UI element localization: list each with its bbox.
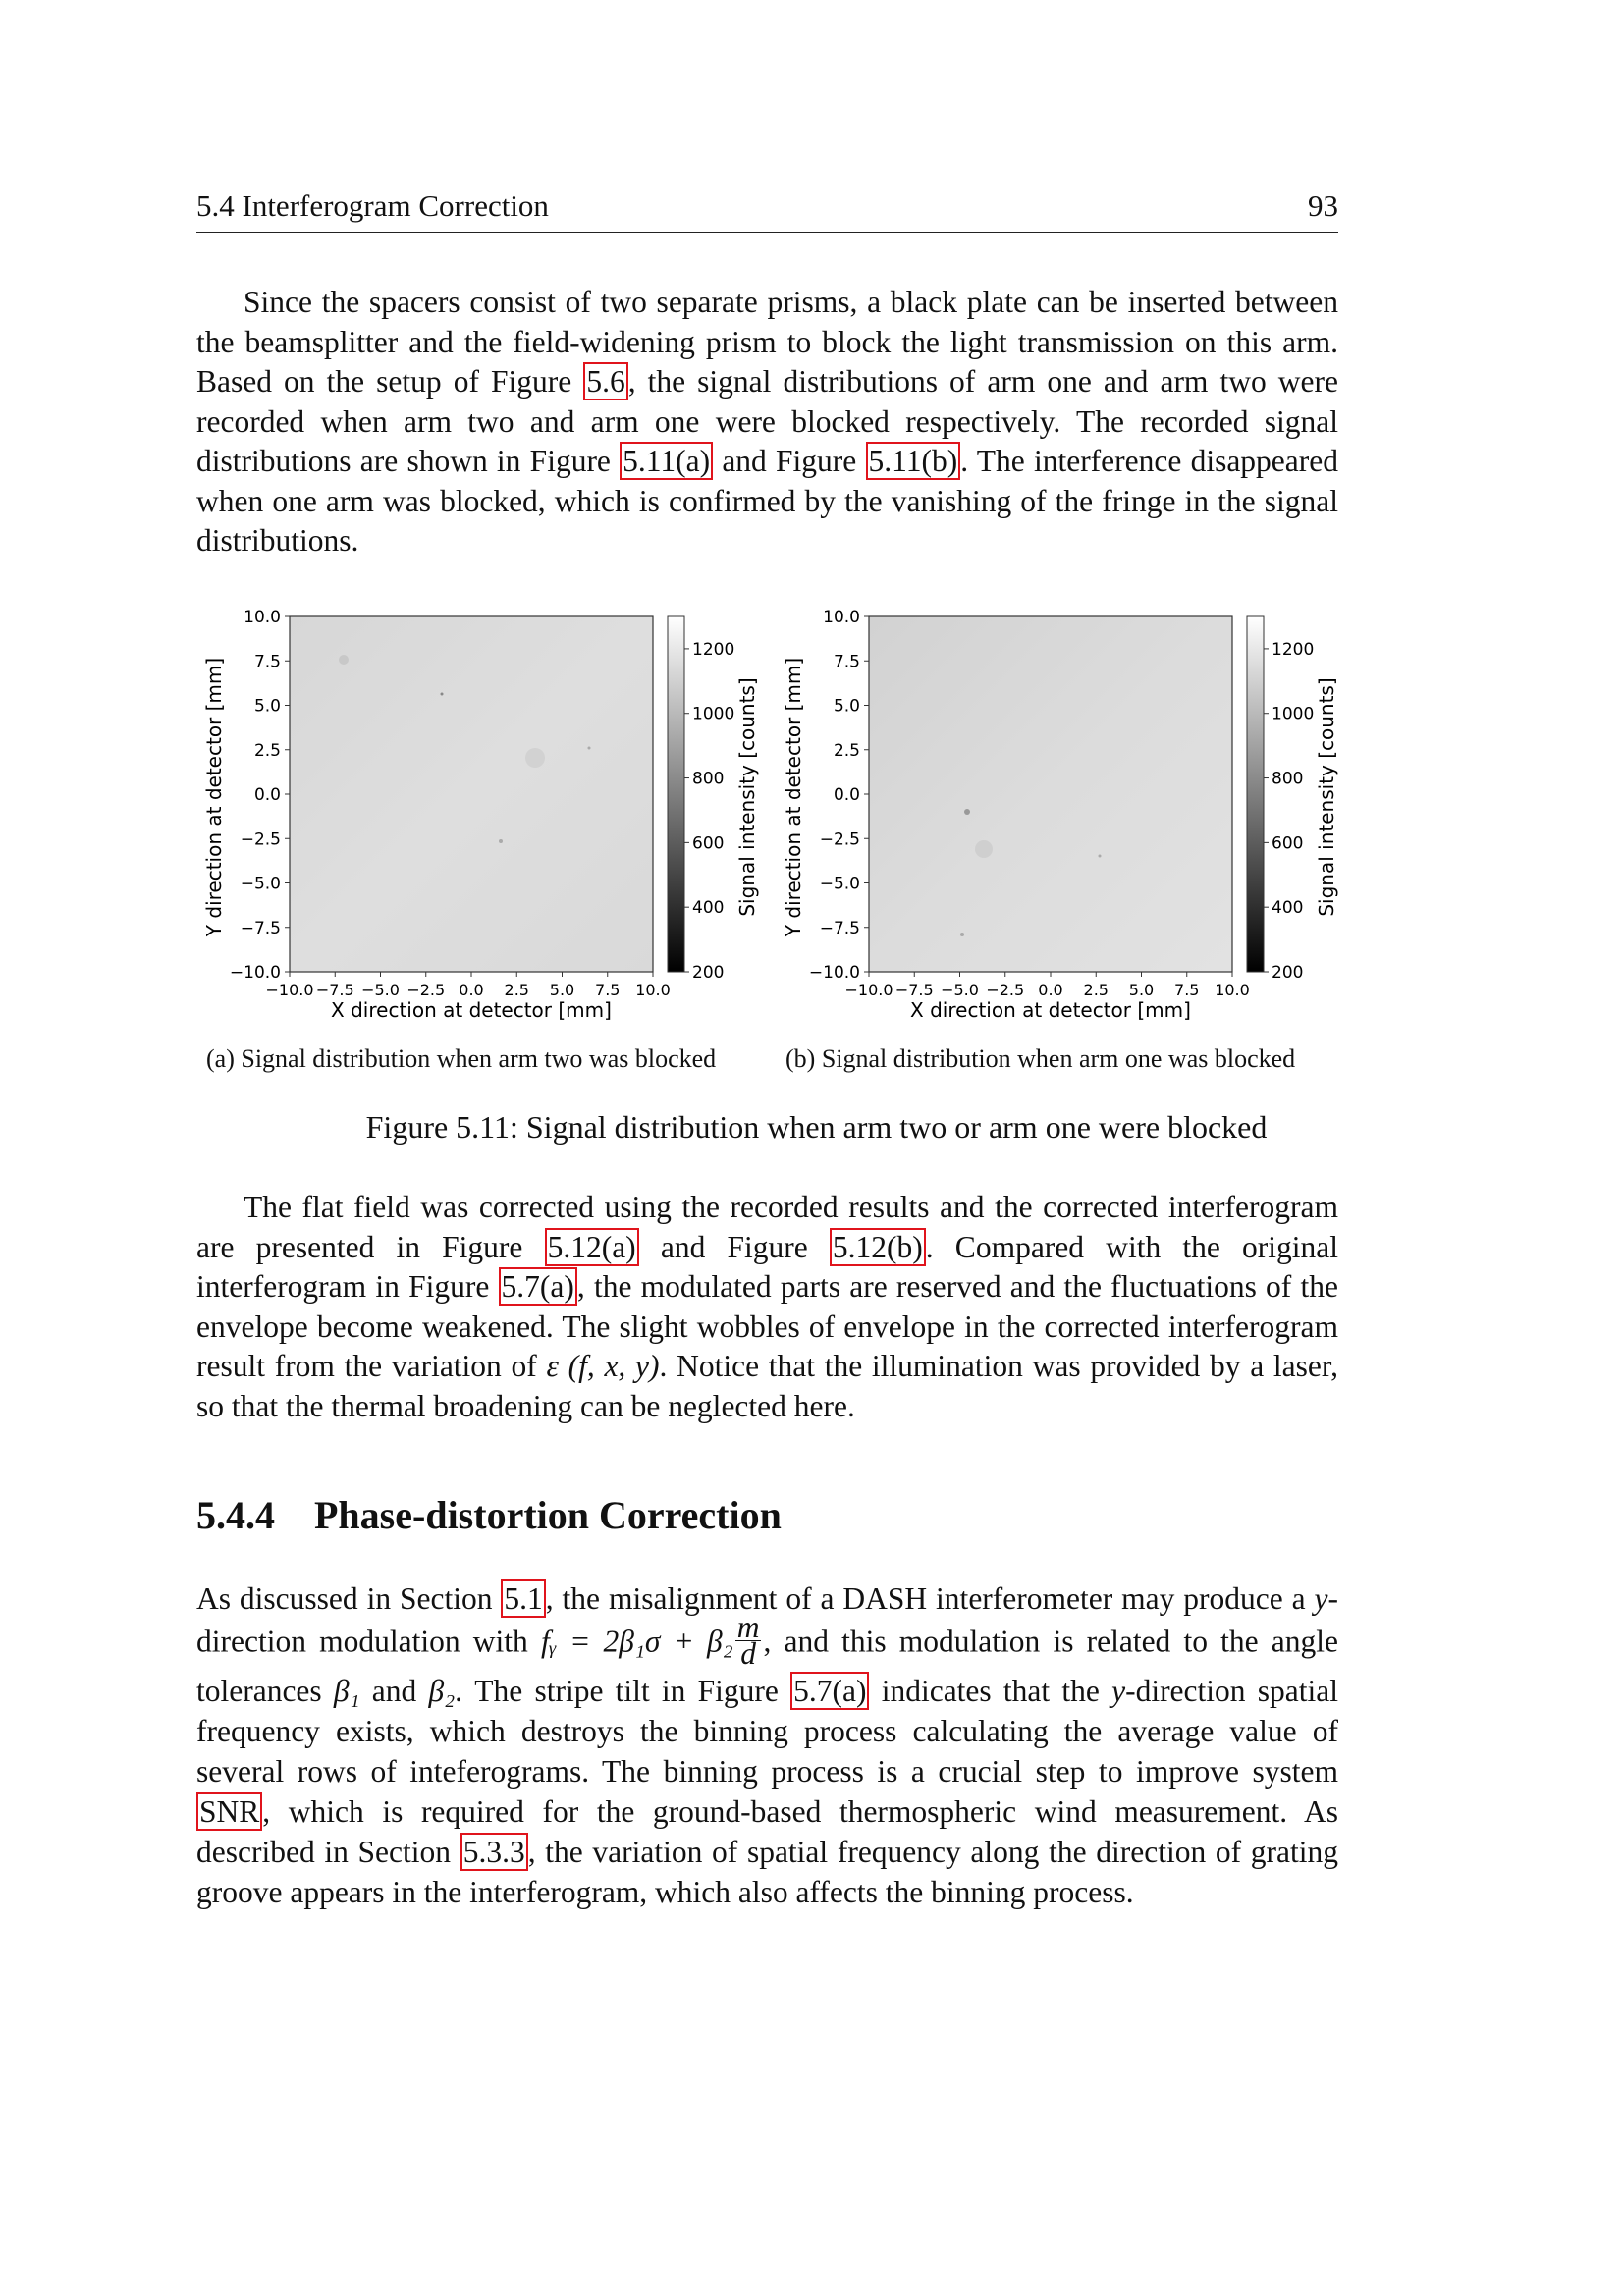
figure-ref-5-7a-second[interactable]: 5.7(a) xyxy=(790,1672,869,1710)
heatmap-b-ytick-label: 10.0 xyxy=(823,608,860,627)
heatmap-a-xtick-label: 2.5 xyxy=(504,981,529,999)
subfigure-b xyxy=(776,601,1345,1033)
heatmap-b-xtick-label: 7.5 xyxy=(1174,981,1200,999)
heatmap-b xyxy=(776,601,1345,1033)
heatmap-a-ytick-label: −2.5 xyxy=(240,829,281,850)
section-ref-5-1[interactable]: 5.1 xyxy=(501,1579,545,1618)
heatmap-a-colorbar-tick-label: 600 xyxy=(692,833,725,854)
figure-ref-5-12a[interactable]: 5.12(a) xyxy=(545,1228,639,1266)
heatmap-b-xticks xyxy=(844,972,1249,999)
paragraph-1: Since the spacers consist of two separate prisms, a black plate can be inserted between the beamsplitter and the field-widening prism to block the light transmission on this arm. Based on the setup of Figure 5.6, the signal distributions of arm one and arm two were recorded when arm two and arm one were blocked respectively. The recorded signal distributions are shown in Figure 5.11(a) and Figure 5.11(b). The interference disappeared when one arm was blocked, which is confirmed by the vanishing of the fringe in the signal distributions. xyxy=(196,285,1339,558)
subfigure-a-caption: (a) Signal distribution when arm two was blocked xyxy=(206,1044,717,1073)
section-heading xyxy=(196,1492,782,1538)
colorbar-b-ticks xyxy=(1264,640,1314,983)
heatmap-b-xtick-label: −5.0 xyxy=(941,981,979,999)
heatmap-a xyxy=(196,601,766,1033)
heatmap-a-image xyxy=(290,616,653,972)
heatmap-a-colorbar-tick-label: 800 xyxy=(692,769,725,789)
heatmap-a-xtick-label: −10.0 xyxy=(265,981,314,999)
page-number: 93 xyxy=(1308,188,1338,223)
heatmap-b-colorbar-tick-label: 600 xyxy=(1272,833,1304,854)
heatmap-b-ytick-label: −5.0 xyxy=(819,874,860,894)
header-section-title: 5.4 Interferogram Correction xyxy=(196,188,549,223)
heatmap-b-xtick-label: −2.5 xyxy=(986,981,1025,999)
heatmap-b-colorbar-tick-label: 1200 xyxy=(1272,639,1315,660)
section-title-text: Phase-distortion Correction xyxy=(314,1493,782,1537)
heatmap-a-ytick-label: 5.0 xyxy=(253,696,281,717)
heatmap-a-ytick-label: −5.0 xyxy=(240,874,281,894)
heatmap-a-colorbar-tick-label: 1200 xyxy=(692,639,735,660)
figure-ref-5-6[interactable]: 5.6 xyxy=(583,362,627,400)
heatmap-b-yticks xyxy=(809,608,869,983)
heatmap-a-ytick-label: 0.0 xyxy=(253,785,281,805)
heatmap-a-xtick-label: −5.0 xyxy=(361,981,400,999)
heatmap-b-ytick-label: −7.5 xyxy=(819,918,860,938)
acronym-ref-snr[interactable]: SNR xyxy=(196,1792,262,1831)
heatmap-a-colorbar-tick-label: 200 xyxy=(692,963,725,983)
section-number: 5.4.4 xyxy=(196,1493,275,1537)
heatmap-a-ytick-label: 10.0 xyxy=(244,608,281,627)
heatmap-a-xtick-label: 0.0 xyxy=(459,981,484,999)
heatmap-a-ytick-label: −7.5 xyxy=(240,918,281,938)
paragraph-3: As discussed in Section 5.1, the misalignment of a DASH interferometer may produce a y-direction modulation with fᵧ = 2β₁σ + β₂ $\frac{m}{d}$ , and this modulation is related to the angle tolerances β₁ and β₂. The stripe tilt in Figure 5.7(a) indicates that the y-direction spatial frequency exists, which destroys the binning process calculating the average value of several rows of inteferograms. The binning process is a crucial step to improve system SNR, which is required for the ground-based thermospheric wind measurement. As described in Section 5.3.3, the variation of spatial frequency along the direction of grating groove appears in the interferogram, which also affects the binning process. xyxy=(196,1581,1339,1909)
heatmap-b-ytick-label: 2.5 xyxy=(833,740,860,761)
subfigure-b-caption: (b) Signal distribution when arm one was blocked xyxy=(785,1044,1296,1073)
figure-ref-5-12b[interactable]: 5.12(b) xyxy=(830,1228,926,1266)
heatmap-a-yticks xyxy=(230,608,290,983)
heatmap-a-xtick-label: 5.0 xyxy=(549,981,575,999)
heatmap-a-xticks xyxy=(265,972,670,999)
heatmap-b-xtick-label: 2.5 xyxy=(1083,981,1109,999)
heatmap-a-xlabel: X direction at detector [mm] xyxy=(331,998,612,1022)
heatmap-b-ytick-label: −2.5 xyxy=(819,829,860,850)
heatmap-b-ytick-label: 5.0 xyxy=(833,696,860,717)
heatmap-b-colorbar-tick-label: 400 xyxy=(1272,898,1304,919)
heatmap-b-ylabel: Y direction at detector [mm] xyxy=(782,657,805,937)
heatmap-b-xtick-label: −10.0 xyxy=(844,981,893,999)
heatmap-b-colorbar-tick-label: 1000 xyxy=(1272,704,1315,724)
paragraph-2: The flat field was corrected using the recorded results and the corrected interferogram are presented in Figure 5.12(a) and Figure 5.12(b). Compared with the original interferogram in Figure 5.7(a), the modulated parts are reserved and the fluctuations of the envelope become weakened. The slight wobbles of envelope in the corrected interferogram result from the variation of ε (f, x, y). Notice that the illumination was provided by a laser, so that the thermal broadening can be neglected here. xyxy=(196,1190,1339,1423)
heatmap-a-ytick-label: −10.0 xyxy=(229,963,281,983)
heatmap-b-xlabel: X direction at detector [mm] xyxy=(910,998,1191,1022)
heatmap-a-xtick-label: −2.5 xyxy=(406,981,446,999)
section-ref-5-3-3[interactable]: 5.3.3 xyxy=(460,1833,528,1871)
figure-ref-5-7a[interactable]: 5.7(a) xyxy=(499,1267,577,1306)
heatmap-a-colorbar-tick-label: 1000 xyxy=(692,704,735,724)
running-header xyxy=(196,188,1338,233)
colorbar-b xyxy=(1247,616,1264,972)
colorbar-a-label: Signal intensity [counts] xyxy=(735,677,759,917)
heatmap-b-xtick-label: 5.0 xyxy=(1128,981,1155,999)
m-over-d-fraction: $\frac{m}{d}$ xyxy=(736,1610,760,1671)
colorbar-a-ticks xyxy=(684,640,734,983)
epsilon-expression: ε (f, x, y) xyxy=(546,1349,660,1383)
heatmap-a-xtick-label: 7.5 xyxy=(595,981,621,999)
heatmap-a-colorbar-tick-label: 400 xyxy=(692,898,725,919)
heatmap-b-xtick-label: 0.0 xyxy=(1038,981,1063,999)
modulation-formula: fᵧ = 2β₁σ + β₂ xyxy=(540,1624,733,1659)
heatmap-b-colorbar-tick-label: 200 xyxy=(1272,963,1304,983)
heatmap-b-ytick-label: −10.0 xyxy=(808,963,860,983)
heatmap-b-xtick-label: 10.0 xyxy=(1215,981,1250,999)
heatmap-a-ytick-label: 7.5 xyxy=(253,652,281,672)
heatmap-b-image xyxy=(869,616,1232,972)
heatmap-a-xtick-label: −7.5 xyxy=(315,981,354,999)
heatmap-a-ylabel: Y direction at detector [mm] xyxy=(202,657,226,937)
heatmap-b-colorbar-tick-label: 800 xyxy=(1272,769,1304,789)
figure-ref-5-11b[interactable]: 5.11(b) xyxy=(866,442,961,480)
figure-ref-5-11a[interactable]: 5.11(a) xyxy=(620,442,713,480)
heatmap-a-xtick-label: 10.0 xyxy=(635,981,671,999)
heatmap-b-ytick-label: 0.0 xyxy=(833,785,860,805)
heatmap-b-ytick-label: 7.5 xyxy=(833,652,860,672)
heatmap-b-xtick-label: −7.5 xyxy=(894,981,934,999)
colorbar-b-label: Signal intensity [counts] xyxy=(1315,677,1338,917)
figure-caption: Figure 5.11: Signal distribution when arm two or arm one were blocked xyxy=(365,1109,1268,1145)
colorbar-a xyxy=(668,616,684,972)
heatmap-a-ytick-label: 2.5 xyxy=(253,740,281,761)
subfigure-a xyxy=(196,601,766,1033)
